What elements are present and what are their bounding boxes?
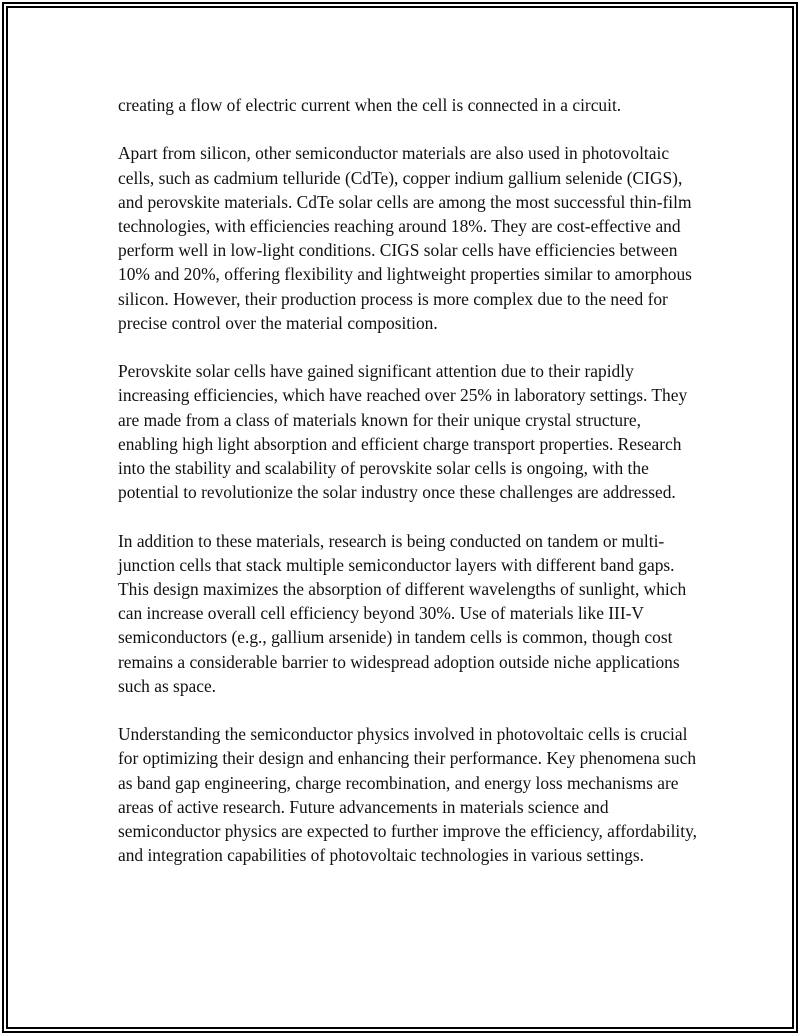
paragraph: creating a flow of electric current when the cell is connected in a circuit.	[118, 95, 622, 115]
paragraph: Perovskite solar cells have gained significant attention due to their rapidly increasing efficiencies, which have reached over 25% in laboratory settings. They are made from a class of materials known for their unique crystal structure, enabling high light absorption and efficient charge transport properties. Research into the stability and scalability of perovskite solar cells is ongoing, with the potential to revolutionize the solar industry once these challenges are addressed.	[118, 361, 688, 503]
paragraph: Apart from silicon, other semiconductor materials are also used in photovoltaic cells, such as cadmium telluride (CdTe), copper indium gallium selenide (CIGS), and perovskite materials. CdTe solar cells are among the most successful thin-film technologies, with efficiencies reaching around 18%. They are cost-effective and perform well in low-light conditions. CIGS solar cells have efficiencies between 10% and 20%, offering flexibility and lightweight properties similar to amorphous silicon. However, their production process is more complex due to the need for precise control over the material composition.	[118, 143, 692, 333]
paragraph: In addition to these materials, research is being conducted on tandem or multi-junction cells that stack multiple semiconductor layers with different band gaps. This design maximizes the absorption of different wavelengths of sunlight, which can increase overall cell efficiency beyond 30%. Use of materials like III-V semiconductors (e.g., gallium arsenide) in tandem cells is common, though cost remains a considerable barrier to widespread adoption outside niche applications such as space.	[118, 530, 687, 696]
document-body	[118, 93, 698, 892]
paragraph: Understanding the semiconductor physics involved in photovoltaic cells is crucial for optimizing their design and enhancing their performance. Key phenomena such as band gap engineering, charge recombination, and energy loss mechanisms are areas of active research. Future advancements in materials science and semiconductor physics are expected to further improve the efficiency, affordability, and integration capabilities of photovoltaic technologies in various settings.	[118, 724, 697, 866]
